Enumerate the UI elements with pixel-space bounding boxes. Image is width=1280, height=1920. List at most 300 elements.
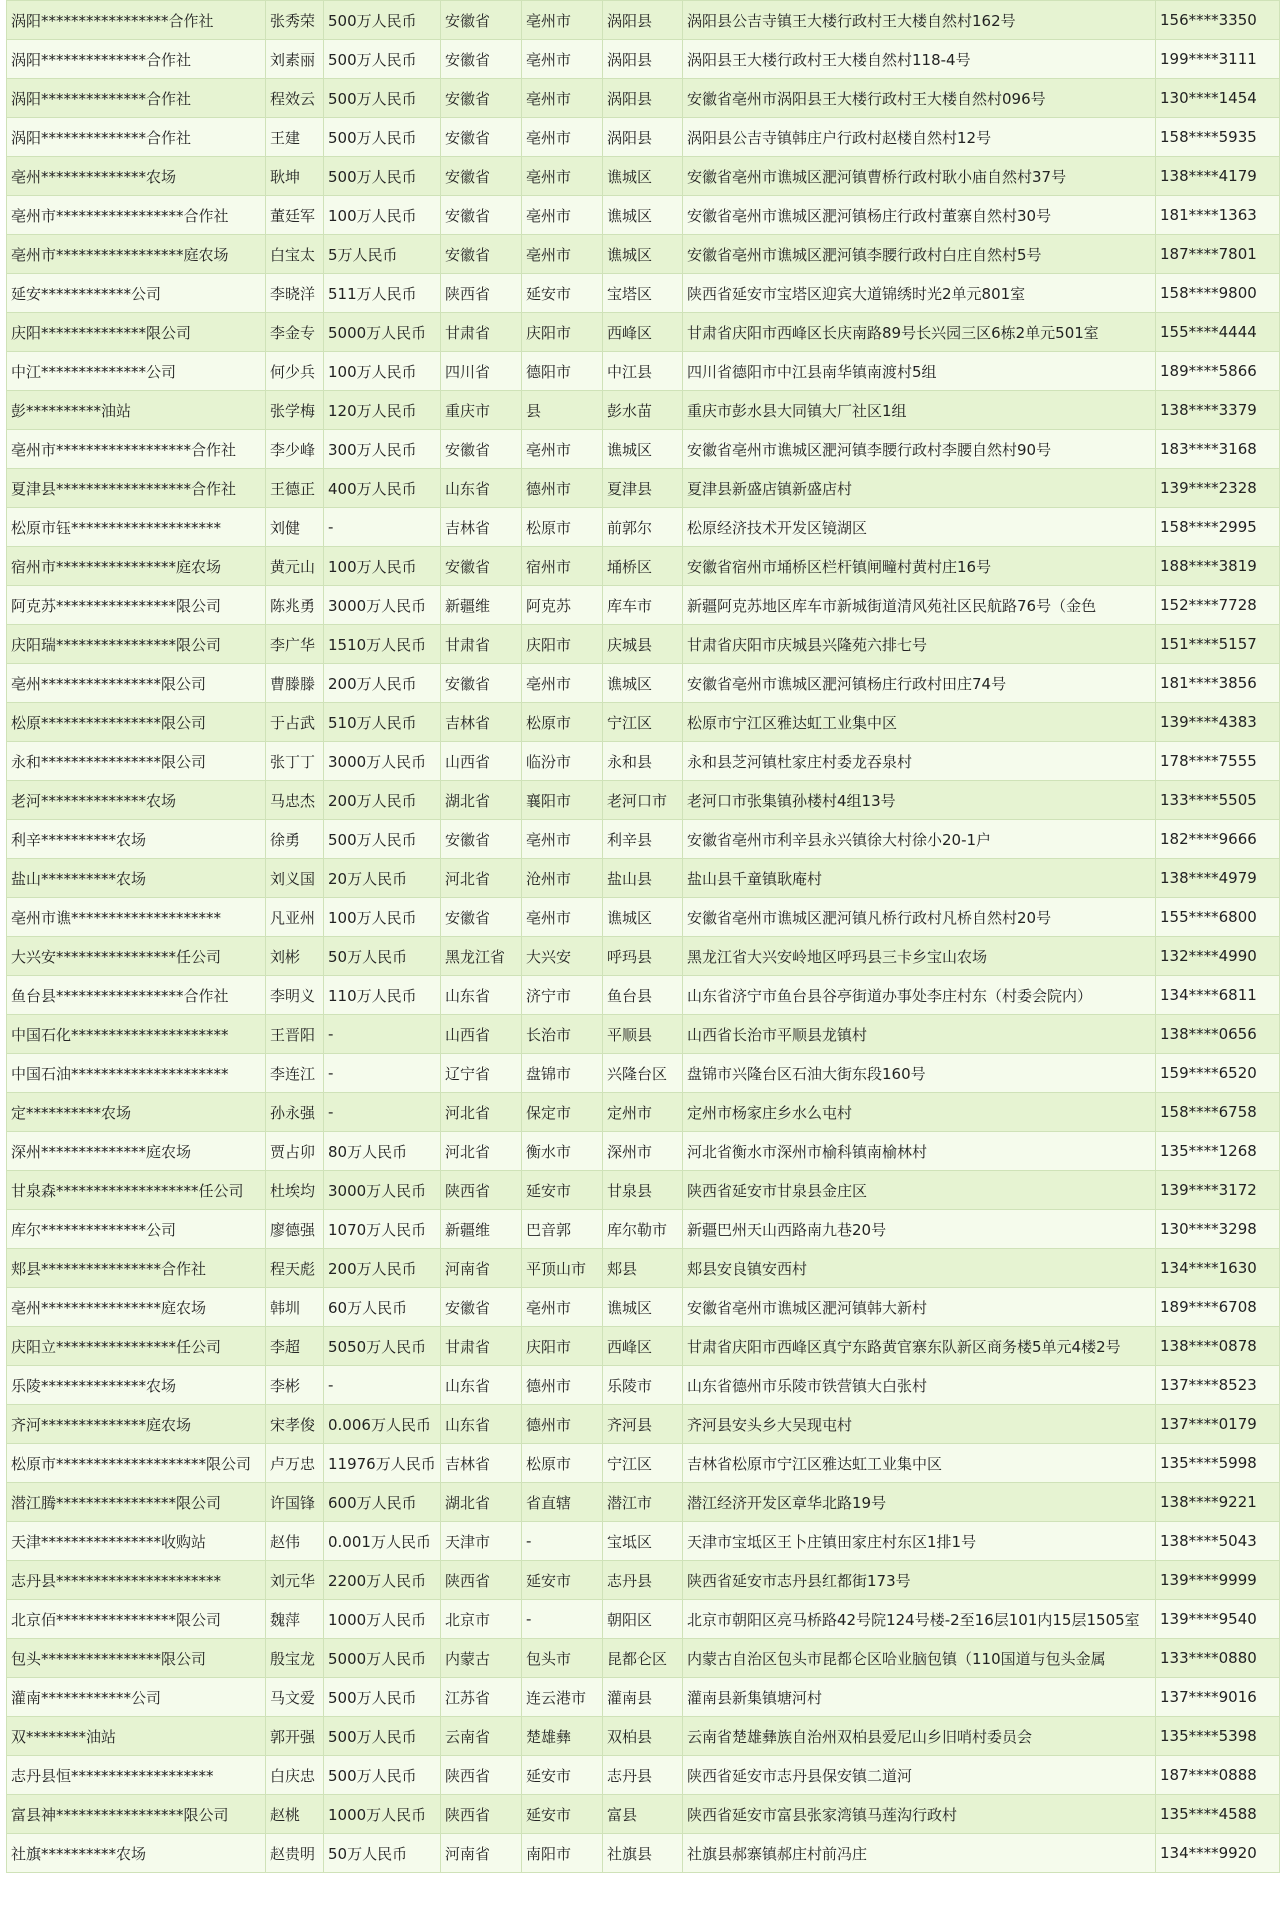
district-cell: 永和县 xyxy=(603,742,683,781)
province-cell: 安徽省 xyxy=(441,430,522,469)
company-name-cell: 甘泉森*******************任公司 xyxy=(7,1171,266,1210)
legal-rep-cell: 李晓洋 xyxy=(266,274,324,313)
table-row xyxy=(7,1171,1280,1210)
address-cell: 陕西省延安市甘泉县金庄区 xyxy=(683,1171,1156,1210)
province-cell: 陕西省 xyxy=(441,1561,522,1600)
legal-rep-cell: 白宝太 xyxy=(266,235,324,274)
registered-capital-cell: 500万人民币 xyxy=(324,1717,441,1756)
company-name-cell: 潜江腾****************限公司 xyxy=(7,1483,266,1522)
registered-capital-cell: 200万人民币 xyxy=(324,664,441,703)
district-cell: 双柏县 xyxy=(603,1717,683,1756)
address-cell: 定州市杨家庄乡水么屯村 xyxy=(683,1093,1156,1132)
province-cell: 陕西省 xyxy=(441,1756,522,1795)
province-cell: 江苏省 xyxy=(441,1678,522,1717)
district-cell: 乐陵市 xyxy=(603,1366,683,1405)
table-row xyxy=(7,898,1280,937)
province-cell: 安徽省 xyxy=(441,118,522,157)
table-row xyxy=(7,586,1280,625)
company-name-cell: 富县神*****************限公司 xyxy=(7,1795,266,1834)
registered-capital-cell: 500万人民币 xyxy=(324,157,441,196)
table-row xyxy=(7,1210,1280,1249)
table-row xyxy=(7,1561,1280,1600)
company-name-cell: 天津****************收购站 xyxy=(7,1522,266,1561)
phone-cell: 155****4444 xyxy=(1156,313,1280,352)
city-cell: 宿州市 xyxy=(522,547,603,586)
table-row xyxy=(7,1639,1280,1678)
address-cell: 天津市宝坻区王卜庄镇田家庄村东区1排1号 xyxy=(683,1522,1156,1561)
city-cell: 临汾市 xyxy=(522,742,603,781)
phone-cell: 138****4979 xyxy=(1156,859,1280,898)
phone-cell: 135****4588 xyxy=(1156,1795,1280,1834)
legal-rep-cell: 李超 xyxy=(266,1327,324,1366)
phone-cell: 137****9016 xyxy=(1156,1678,1280,1717)
city-cell: 楚雄彝 xyxy=(522,1717,603,1756)
district-cell: 老河口市 xyxy=(603,781,683,820)
phone-cell: 158****9800 xyxy=(1156,274,1280,313)
registered-capital-cell: 3000万人民币 xyxy=(324,1171,441,1210)
registered-capital-cell: 500万人民币 xyxy=(324,1,441,40)
legal-rep-cell: 宋孝俊 xyxy=(266,1405,324,1444)
city-cell: 德州市 xyxy=(522,469,603,508)
legal-rep-cell: 李金专 xyxy=(266,313,324,352)
table-row xyxy=(7,1834,1280,1873)
address-cell: 郏县安良镇安西村 xyxy=(683,1249,1156,1288)
table-row xyxy=(7,781,1280,820)
table-row xyxy=(7,664,1280,703)
legal-rep-cell: 于占武 xyxy=(266,703,324,742)
province-cell: 天津市 xyxy=(441,1522,522,1561)
table-row xyxy=(7,1015,1280,1054)
district-cell: 兴隆台区 xyxy=(603,1054,683,1093)
company-name-cell: 彭**********油站 xyxy=(7,391,266,430)
registered-capital-cell: 100万人民币 xyxy=(324,898,441,937)
city-cell: 平顶山市 xyxy=(522,1249,603,1288)
province-cell: 黑龙江省 xyxy=(441,937,522,976)
province-cell: 安徽省 xyxy=(441,196,522,235)
legal-rep-cell: 刘彬 xyxy=(266,937,324,976)
address-cell: 山西省长治市平顺县龙镇村 xyxy=(683,1015,1156,1054)
table-row xyxy=(7,1600,1280,1639)
address-cell: 安徽省亳州市涡阳县王大楼行政村王大楼自然村096号 xyxy=(683,79,1156,118)
district-cell: 谯城区 xyxy=(603,430,683,469)
phone-cell: 138****9221 xyxy=(1156,1483,1280,1522)
province-cell: 安徽省 xyxy=(441,40,522,79)
registered-capital-cell: 120万人民币 xyxy=(324,391,441,430)
registered-capital-cell: 50万人民币 xyxy=(324,937,441,976)
legal-rep-cell: 赵伟 xyxy=(266,1522,324,1561)
table-row xyxy=(7,274,1280,313)
company-name-cell: 中国石化********************* xyxy=(7,1015,266,1054)
province-cell: 湖北省 xyxy=(441,781,522,820)
district-cell: 志丹县 xyxy=(603,1756,683,1795)
table-row xyxy=(7,1405,1280,1444)
address-cell: 松原市宁江区雅达虹工业集中区 xyxy=(683,703,1156,742)
phone-cell: 139****3172 xyxy=(1156,1171,1280,1210)
registered-capital-cell: 110万人民币 xyxy=(324,976,441,1015)
phone-cell: 138****5043 xyxy=(1156,1522,1280,1561)
registered-capital-cell: 100万人民币 xyxy=(324,196,441,235)
registered-capital-cell: - xyxy=(324,1054,441,1093)
district-cell: 西峰区 xyxy=(603,1327,683,1366)
table-row xyxy=(7,313,1280,352)
city-cell: 省直辖 xyxy=(522,1483,603,1522)
city-cell: 亳州市 xyxy=(522,79,603,118)
phone-cell: 132****4990 xyxy=(1156,937,1280,976)
phone-cell: 159****6520 xyxy=(1156,1054,1280,1093)
legal-rep-cell: 王德正 xyxy=(266,469,324,508)
province-cell: 陕西省 xyxy=(441,1171,522,1210)
district-cell: 深州市 xyxy=(603,1132,683,1171)
registered-capital-cell: 500万人民币 xyxy=(324,1756,441,1795)
city-cell: 松原市 xyxy=(522,1444,603,1483)
district-cell: 平顺县 xyxy=(603,1015,683,1054)
district-cell: 埇桥区 xyxy=(603,547,683,586)
province-cell: 内蒙古 xyxy=(441,1639,522,1678)
province-cell: 甘肃省 xyxy=(441,625,522,664)
registered-capital-cell: - xyxy=(324,1366,441,1405)
city-cell: 亳州市 xyxy=(522,118,603,157)
phone-cell: 181****3856 xyxy=(1156,664,1280,703)
registered-capital-cell: 1000万人民币 xyxy=(324,1600,441,1639)
address-cell: 涡阳县王大楼行政村王大楼自然村118-4号 xyxy=(683,40,1156,79)
district-cell: 社旗县 xyxy=(603,1834,683,1873)
legal-rep-cell: 耿坤 xyxy=(266,157,324,196)
province-cell: 安徽省 xyxy=(441,1288,522,1327)
company-name-cell: 北京佰****************限公司 xyxy=(7,1600,266,1639)
city-cell: 德阳市 xyxy=(522,352,603,391)
company-name-cell: 涡阳**************合作社 xyxy=(7,40,266,79)
district-cell: 库尔勒市 xyxy=(603,1210,683,1249)
district-cell: 甘泉县 xyxy=(603,1171,683,1210)
province-cell: 吉林省 xyxy=(441,1444,522,1483)
legal-rep-cell: 张秀荣 xyxy=(266,1,324,40)
province-cell: 山西省 xyxy=(441,1015,522,1054)
registered-capital-cell: - xyxy=(324,1015,441,1054)
district-cell: 朝阳区 xyxy=(603,1600,683,1639)
company-name-cell: 老河**************农场 xyxy=(7,781,266,820)
address-cell: 齐河县安头乡大吴现屯村 xyxy=(683,1405,1156,1444)
registered-capital-cell: 80万人民币 xyxy=(324,1132,441,1171)
registered-capital-cell: 5万人民币 xyxy=(324,235,441,274)
legal-rep-cell: 徐勇 xyxy=(266,820,324,859)
province-cell: 甘肃省 xyxy=(441,1327,522,1366)
city-cell: 德州市 xyxy=(522,1405,603,1444)
company-name-cell: 郏县****************合作社 xyxy=(7,1249,266,1288)
company-name-cell: 亳州****************庭农场 xyxy=(7,1288,266,1327)
phone-cell: 151****5157 xyxy=(1156,625,1280,664)
province-cell: 甘肃省 xyxy=(441,313,522,352)
table-row xyxy=(7,1132,1280,1171)
table-row xyxy=(7,391,1280,430)
legal-rep-cell: 刘元华 xyxy=(266,1561,324,1600)
city-cell: 襄阳市 xyxy=(522,781,603,820)
company-name-cell: 中江**************公司 xyxy=(7,352,266,391)
legal-rep-cell: 刘素丽 xyxy=(266,40,324,79)
province-cell: 陕西省 xyxy=(441,274,522,313)
registered-capital-cell: 0.006万人民币 xyxy=(324,1405,441,1444)
city-cell: 连云港市 xyxy=(522,1678,603,1717)
phone-cell: 135****5998 xyxy=(1156,1444,1280,1483)
address-cell: 甘肃省庆阳市庆城县兴隆苑六排七号 xyxy=(683,625,1156,664)
phone-cell: 199****3111 xyxy=(1156,40,1280,79)
registered-capital-cell: 400万人民币 xyxy=(324,469,441,508)
province-cell: 吉林省 xyxy=(441,508,522,547)
company-name-cell: 亳州市*****************庭农场 xyxy=(7,235,266,274)
table-row xyxy=(7,1678,1280,1717)
registered-capital-cell: 1510万人民币 xyxy=(324,625,441,664)
registered-capital-cell: 511万人民币 xyxy=(324,274,441,313)
table-row xyxy=(7,469,1280,508)
district-cell: 呼玛县 xyxy=(603,937,683,976)
company-name-cell: 亳州**************农场 xyxy=(7,157,266,196)
address-cell: 社旗县郝寨镇郝庄村前冯庄 xyxy=(683,1834,1156,1873)
company-name-cell: 深州**************庭农场 xyxy=(7,1132,266,1171)
address-cell: 山东省济宁市鱼台县谷亭街道办事处李庄村东（村委会院内） xyxy=(683,976,1156,1015)
company-name-cell: 利辛**********农场 xyxy=(7,820,266,859)
province-cell: 北京市 xyxy=(441,1600,522,1639)
company-name-cell: 大兴安****************任公司 xyxy=(7,937,266,976)
address-cell: 新疆阿克苏地区库车市新城街道清风苑社区民航路76号（金色 xyxy=(683,586,1156,625)
address-cell: 松原经济技术开发区镜湖区 xyxy=(683,508,1156,547)
table-row xyxy=(7,352,1280,391)
company-name-cell: 阿克苏****************限公司 xyxy=(7,586,266,625)
address-cell: 灌南县新集镇塘河村 xyxy=(683,1678,1156,1717)
registered-capital-cell: 5050万人民币 xyxy=(324,1327,441,1366)
registered-capital-cell: 500万人民币 xyxy=(324,1678,441,1717)
table-row xyxy=(7,40,1280,79)
phone-cell: 139****9999 xyxy=(1156,1561,1280,1600)
company-name-cell: 志丹县恒******************* xyxy=(7,1756,266,1795)
address-cell: 涡阳县公吉寺镇王大楼行政村王大楼自然村162号 xyxy=(683,1,1156,40)
city-cell: 沧州市 xyxy=(522,859,603,898)
district-cell: 富县 xyxy=(603,1795,683,1834)
province-cell: 陕西省 xyxy=(441,1795,522,1834)
address-cell: 永和县芝河镇杜家庄村委龙吞泉村 xyxy=(683,742,1156,781)
table-row xyxy=(7,1795,1280,1834)
registered-capital-cell: 500万人民币 xyxy=(324,79,441,118)
city-cell: 保定市 xyxy=(522,1093,603,1132)
table-row xyxy=(7,859,1280,898)
province-cell: 河北省 xyxy=(441,1093,522,1132)
registered-capital-cell: 2200万人民币 xyxy=(324,1561,441,1600)
city-cell: 德州市 xyxy=(522,1366,603,1405)
legal-rep-cell: 曹滕滕 xyxy=(266,664,324,703)
table-row xyxy=(7,547,1280,586)
address-cell: 安徽省亳州市利辛县永兴镇徐大村徐小20-1户 xyxy=(683,820,1156,859)
legal-rep-cell: 廖德强 xyxy=(266,1210,324,1249)
legal-rep-cell: 黄元山 xyxy=(266,547,324,586)
district-cell: 谯城区 xyxy=(603,1288,683,1327)
table-body xyxy=(7,1,1280,1873)
district-cell: 夏津县 xyxy=(603,469,683,508)
district-cell: 涡阳县 xyxy=(603,1,683,40)
registered-capital-cell: 510万人民币 xyxy=(324,703,441,742)
legal-rep-cell: 张丁丁 xyxy=(266,742,324,781)
company-name-cell: 社旗**********农场 xyxy=(7,1834,266,1873)
registered-capital-cell: 600万人民币 xyxy=(324,1483,441,1522)
address-cell: 安徽省亳州市谯城区淝河镇曹桥行政村耿小庙自然村37号 xyxy=(683,157,1156,196)
company-name-cell: 双********油站 xyxy=(7,1717,266,1756)
city-cell: 延安市 xyxy=(522,274,603,313)
registered-capital-cell: 200万人民币 xyxy=(324,1249,441,1288)
legal-rep-cell: 殷宝龙 xyxy=(266,1639,324,1678)
company-name-cell: 齐河**************庭农场 xyxy=(7,1405,266,1444)
city-cell: 亳州市 xyxy=(522,898,603,937)
legal-rep-cell: 王建 xyxy=(266,118,324,157)
company-name-cell: 涡阳**************合作社 xyxy=(7,79,266,118)
province-cell: 安徽省 xyxy=(441,547,522,586)
address-cell: 四川省德阳市中江县南华镇南渡村5组 xyxy=(683,352,1156,391)
province-cell: 山东省 xyxy=(441,1366,522,1405)
phone-cell: 152****7728 xyxy=(1156,586,1280,625)
district-cell: 谯城区 xyxy=(603,664,683,703)
city-cell: 庆阳市 xyxy=(522,313,603,352)
legal-rep-cell: 程天彪 xyxy=(266,1249,324,1288)
registered-capital-cell: 5000万人民币 xyxy=(324,313,441,352)
address-cell: 新疆巴州天山西路南九巷20号 xyxy=(683,1210,1156,1249)
address-cell: 陕西省延安市宝塔区迎宾大道锦绣时光2单元801室 xyxy=(683,274,1156,313)
city-cell: 亳州市 xyxy=(522,1,603,40)
address-cell: 甘肃省庆阳市西峰区长庆南路89号长兴园三区6栋2单元501室 xyxy=(683,313,1156,352)
company-name-cell: 松原市********************限公司 xyxy=(7,1444,266,1483)
address-cell: 北京市朝阳区亮马桥路42号院124号楼-2至16层101内15层1505室 xyxy=(683,1600,1156,1639)
registered-capital-cell: - xyxy=(324,1093,441,1132)
legal-rep-cell: 陈兆勇 xyxy=(266,586,324,625)
legal-rep-cell: 孙永强 xyxy=(266,1093,324,1132)
city-cell: 松原市 xyxy=(522,508,603,547)
city-cell: - xyxy=(522,1600,603,1639)
address-cell: 安徽省亳州市谯城区淝河镇凡桥行政村凡桥自然村20号 xyxy=(683,898,1156,937)
address-cell: 云南省楚雄彝族自治州双柏县爱尼山乡旧哨村委员会 xyxy=(683,1717,1156,1756)
registered-capital-cell: 100万人民币 xyxy=(324,352,441,391)
district-cell: 彭水苗 xyxy=(603,391,683,430)
district-cell: 盐山县 xyxy=(603,859,683,898)
district-cell: 谯城区 xyxy=(603,898,683,937)
table-row xyxy=(7,196,1280,235)
phone-cell: 189****6708 xyxy=(1156,1288,1280,1327)
city-cell: 亳州市 xyxy=(522,1288,603,1327)
province-cell: 山东省 xyxy=(441,976,522,1015)
district-cell: 涡阳县 xyxy=(603,118,683,157)
district-cell: 谯城区 xyxy=(603,196,683,235)
province-cell: 吉林省 xyxy=(441,703,522,742)
company-name-cell: 亳州市******************合作社 xyxy=(7,430,266,469)
registered-capital-cell: 500万人民币 xyxy=(324,118,441,157)
company-name-cell: 志丹县********************** xyxy=(7,1561,266,1600)
legal-rep-cell: 李明义 xyxy=(266,976,324,1015)
address-cell: 内蒙古自治区包头市昆都仑区哈业脑包镇（110国道与包头金属 xyxy=(683,1639,1156,1678)
legal-rep-cell: 贾占卯 xyxy=(266,1132,324,1171)
city-cell: 衡水市 xyxy=(522,1132,603,1171)
table-row xyxy=(7,742,1280,781)
province-cell: 新疆维 xyxy=(441,1210,522,1249)
table-row xyxy=(7,1054,1280,1093)
address-cell: 安徽省亳州市谯城区淝河镇李腰行政村李腰自然村90号 xyxy=(683,430,1156,469)
table-row xyxy=(7,430,1280,469)
district-cell: 涡阳县 xyxy=(603,40,683,79)
province-cell: 安徽省 xyxy=(441,235,522,274)
province-cell: 安徽省 xyxy=(441,820,522,859)
legal-rep-cell: 赵桃 xyxy=(266,1795,324,1834)
company-name-cell: 宿州市****************庭农场 xyxy=(7,547,266,586)
company-name-cell: 庆阳立****************任公司 xyxy=(7,1327,266,1366)
phone-cell: 138****3379 xyxy=(1156,391,1280,430)
legal-rep-cell: 程效云 xyxy=(266,79,324,118)
company-name-cell: 永和****************限公司 xyxy=(7,742,266,781)
phone-cell: 158****6758 xyxy=(1156,1093,1280,1132)
address-cell: 盘锦市兴隆台区石油大街东段160号 xyxy=(683,1054,1156,1093)
address-cell: 吉林省松原市宁江区雅达虹工业集中区 xyxy=(683,1444,1156,1483)
phone-cell: 187****7801 xyxy=(1156,235,1280,274)
phone-cell: 138****0656 xyxy=(1156,1015,1280,1054)
district-cell: 宝坻区 xyxy=(603,1522,683,1561)
phone-cell: 130****1454 xyxy=(1156,79,1280,118)
district-cell: 前郭尔 xyxy=(603,508,683,547)
table-row xyxy=(7,1,1280,40)
registered-capital-cell: 1000万人民币 xyxy=(324,1795,441,1834)
city-cell: 延安市 xyxy=(522,1795,603,1834)
address-cell: 安徽省亳州市谯城区淝河镇杨庄行政村董寨自然村30号 xyxy=(683,196,1156,235)
city-cell: 大兴安 xyxy=(522,937,603,976)
district-cell: 鱼台县 xyxy=(603,976,683,1015)
registered-capital-cell: 500万人民币 xyxy=(324,820,441,859)
district-cell: 灌南县 xyxy=(603,1678,683,1717)
table-row xyxy=(7,1093,1280,1132)
table-row xyxy=(7,1444,1280,1483)
address-cell: 安徽省宿州市埇桥区栏杆镇闸疃村黄村庄16号 xyxy=(683,547,1156,586)
company-name-cell: 夏津县******************合作社 xyxy=(7,469,266,508)
company-name-cell: 定**********农场 xyxy=(7,1093,266,1132)
legal-rep-cell: 魏萍 xyxy=(266,1600,324,1639)
city-cell: 亳州市 xyxy=(522,40,603,79)
legal-rep-cell: 何少兵 xyxy=(266,352,324,391)
address-cell: 老河口市张集镇孙楼村4组13号 xyxy=(683,781,1156,820)
city-cell: 延安市 xyxy=(522,1756,603,1795)
phone-cell: 189****5866 xyxy=(1156,352,1280,391)
legal-rep-cell: 李彬 xyxy=(266,1366,324,1405)
phone-cell: 188****3819 xyxy=(1156,547,1280,586)
address-cell: 重庆市彭水县大同镇大厂社区1组 xyxy=(683,391,1156,430)
company-name-cell: 灌南************公司 xyxy=(7,1678,266,1717)
district-cell: 庆城县 xyxy=(603,625,683,664)
table-row xyxy=(7,1483,1280,1522)
city-cell: 亳州市 xyxy=(522,196,603,235)
city-cell: 盘锦市 xyxy=(522,1054,603,1093)
company-name-cell: 亳州市*****************合作社 xyxy=(7,196,266,235)
province-cell: 四川省 xyxy=(441,352,522,391)
city-cell: 济宁市 xyxy=(522,976,603,1015)
registered-capital-cell: 11976万人民币 xyxy=(324,1444,441,1483)
registered-capital-cell: 20万人民币 xyxy=(324,859,441,898)
address-cell: 黑龙江省大兴安岭地区呼玛县三卡乡宝山农场 xyxy=(683,937,1156,976)
phone-cell: 178****7555 xyxy=(1156,742,1280,781)
company-name-cell: 亳州****************限公司 xyxy=(7,664,266,703)
legal-rep-cell: 刘健 xyxy=(266,508,324,547)
district-cell: 郏县 xyxy=(603,1249,683,1288)
table-row xyxy=(7,1717,1280,1756)
phone-cell: 187****0888 xyxy=(1156,1756,1280,1795)
phone-cell: 135****5398 xyxy=(1156,1717,1280,1756)
city-cell: - xyxy=(522,1522,603,1561)
phone-cell: 156****3350 xyxy=(1156,1,1280,40)
phone-cell: 139****4383 xyxy=(1156,703,1280,742)
phone-cell: 138****0878 xyxy=(1156,1327,1280,1366)
phone-cell: 130****3298 xyxy=(1156,1210,1280,1249)
legal-rep-cell: 凡亚州 xyxy=(266,898,324,937)
district-cell: 宝塔区 xyxy=(603,274,683,313)
address-cell: 安徽省亳州市谯城区淝河镇李腰行政村白庄自然村5号 xyxy=(683,235,1156,274)
city-cell: 庆阳市 xyxy=(522,625,603,664)
